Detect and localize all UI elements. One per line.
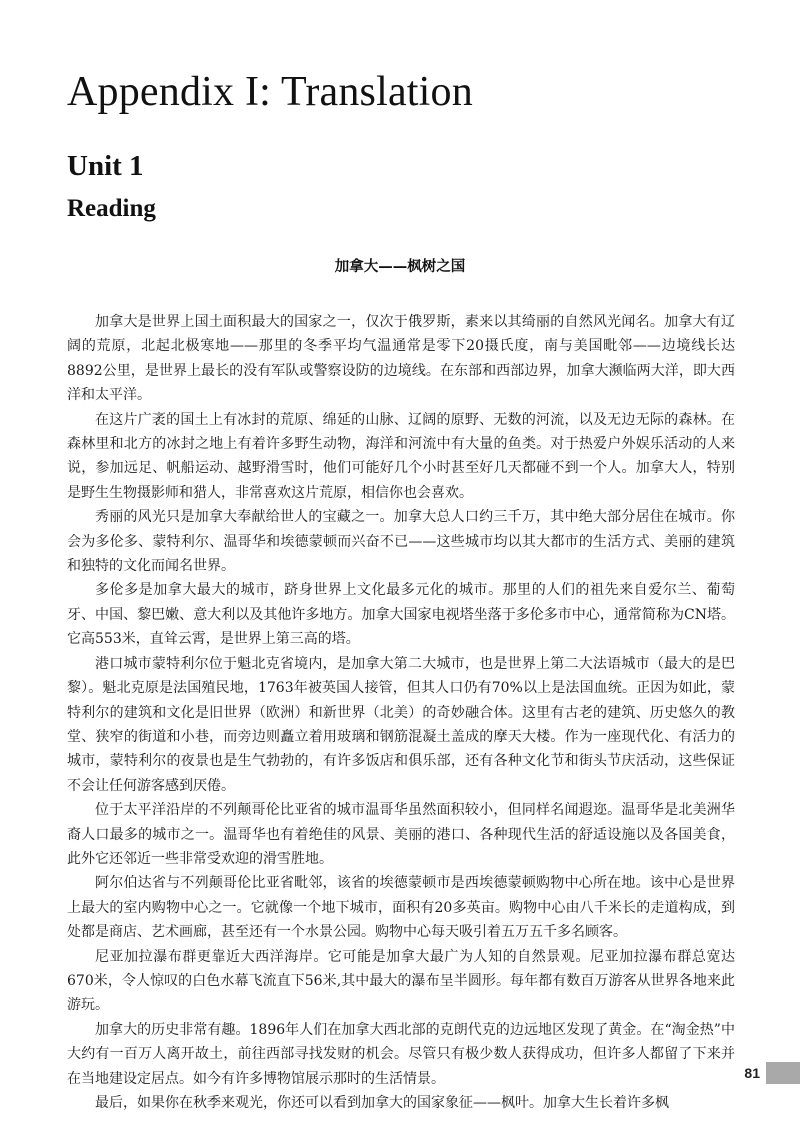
article-body — [67, 310, 735, 1115]
page-footer — [744, 1062, 800, 1084]
unit-title: Unit 1 — [67, 150, 144, 182]
paragraph: 阿尔伯达省与不列颠哥伦比亚省毗邻，该省的埃德蒙顿市是西埃德蒙顿购物中心所在地。该中心是世界上最大的室内购物中心之一。它就像一个地下城市，面积有20多英亩。购物中心由八千米长的走道构成，到处都是商店、艺术画廊，甚至还有一个水景公园。购物中心每天吸引着五万五千多名顾客。 — [67, 875, 735, 941]
paragraph: 多伦多是加拿大最大的城市，跻身世界上文化最多元化的城市。那里的人们的祖先来自爱尔兰、葡萄牙、中国、黎巴嫩、意大利以及其他许多地方。加拿大国家电视塔坐落于多伦多市中心，通常简称为CN塔。它高553米，直耸云霄，是世界上第三高的塔。 — [67, 582, 735, 648]
paragraph: 加拿大的历史非常有趣。1896年人们在加拿大西北部的克朗代克的边远地区发现了黄金。在“淘金热”中大约有一百万人离开故土，前往西部寻找发财的机会。尽管只有极少数人获得成功，但许多人都留了下来并在当地建设定居点。如今有许多博物馆展示那时的生活情景。 — [67, 1021, 735, 1087]
paragraph: 在这片广袤的国土上有冰封的荒原、绵延的山脉、辽阔的原野、无数的河流，以及无边无际的森林。在森林里和北方的冰封之地上有着许多野生动物，海洋和河流中有大量的鱼类。对于热爱户外娱乐活动的人来说，参加远足、帆船运动、越野滑雪时，他们可能好几个小时甚至好几天都碰不到一个人。加拿大人，特别是野生生物摄影师和猎人，非常喜欢这片荒原，相信你也会喜欢。 — [67, 411, 735, 501]
paragraph: 位于太平洋沿岸的不列颠哥伦比亚省的城市温哥华虽然面积较小，但同样名闻遐迩。温哥华是北美洲华裔人口最多的城市之一。温哥华也有着绝佳的风景、美丽的港口、各种现代生活的舒适设施以及各国美食，此外它还邻近一些非常受欢迎的滑雪胜地。 — [67, 802, 735, 867]
appendix-title: Appendix I: Translation — [67, 69, 473, 115]
page-tab-marker — [766, 1062, 800, 1084]
page-number: 81 — [744, 1065, 760, 1081]
paragraph: 秀丽的风光只是加拿大奉献给世人的宝藏之一。加拿大总人口约三千万，其中绝大部分居住在城市。你会为多伦多、蒙特利尔、温哥华和埃德蒙顿而兴奋不已——这些城市均以其大都市的生活方式、美丽的建筑和独特的文化而闻名世界。 — [67, 509, 735, 575]
paragraph: 加拿大是世界上国土面积最大的国家之一，仅次于俄罗斯，素来以其绮丽的自然风光闻名。加拿大有辽阔的荒原，北起北极寒地——那里的冬季平均气温通常是零下20摄氏度，南与美国毗邻——边境线长达8892公里，是世界上最长的没有军队或警察设防的边境线。在东部和西部边界，加拿大濒临两大洋，即大西洋和太平洋。 — [67, 314, 735, 404]
paragraph: 最后，如果你在秋季来观光，你还可以看到加拿大的国家象征——枫叶。加拿大生长着许多枫 — [95, 1095, 669, 1111]
paragraph: 尼亚加拉瀑布群更靠近大西洋海岸。它可能是加拿大最广为人知的自然景观。尼亚加拉瀑布群总宽达670米，令人惊叹的白色水幕飞流直下56米,其中最大的瀑布呈半圆形。每年都有数百万游客从世界各地来此游玩。 — [67, 948, 735, 1014]
section-title: Reading — [67, 195, 156, 222]
article-title: 加拿大——枫树之国 — [334, 259, 466, 275]
paragraph: 港口城市蒙特利尔位于魁北克省境内，是加拿大第二大城市，也是世界上第二大法语城市（最大的是巴黎）。魁北克原是法国殖民地，1763年被英国人接管，但其人口仍有70%以上是法国血统。正因为如此，蒙特利尔的建筑和文化是旧世界（欧洲）和新世界（北美）的奇妙融合体。这里有古老的建筑、历史悠久的教堂、狭窄的街道和小巷，而旁边则矗立着用玻璃和钢筋混凝土盖成的摩天大楼。作为一座现代化、有活力的城市，蒙特利尔的夜景也是生气勃勃的，有许多饭店和俱乐部，还有各种文化节和街头节庆活动，这些保证不会让任何游客感到厌倦。 — [67, 655, 735, 794]
